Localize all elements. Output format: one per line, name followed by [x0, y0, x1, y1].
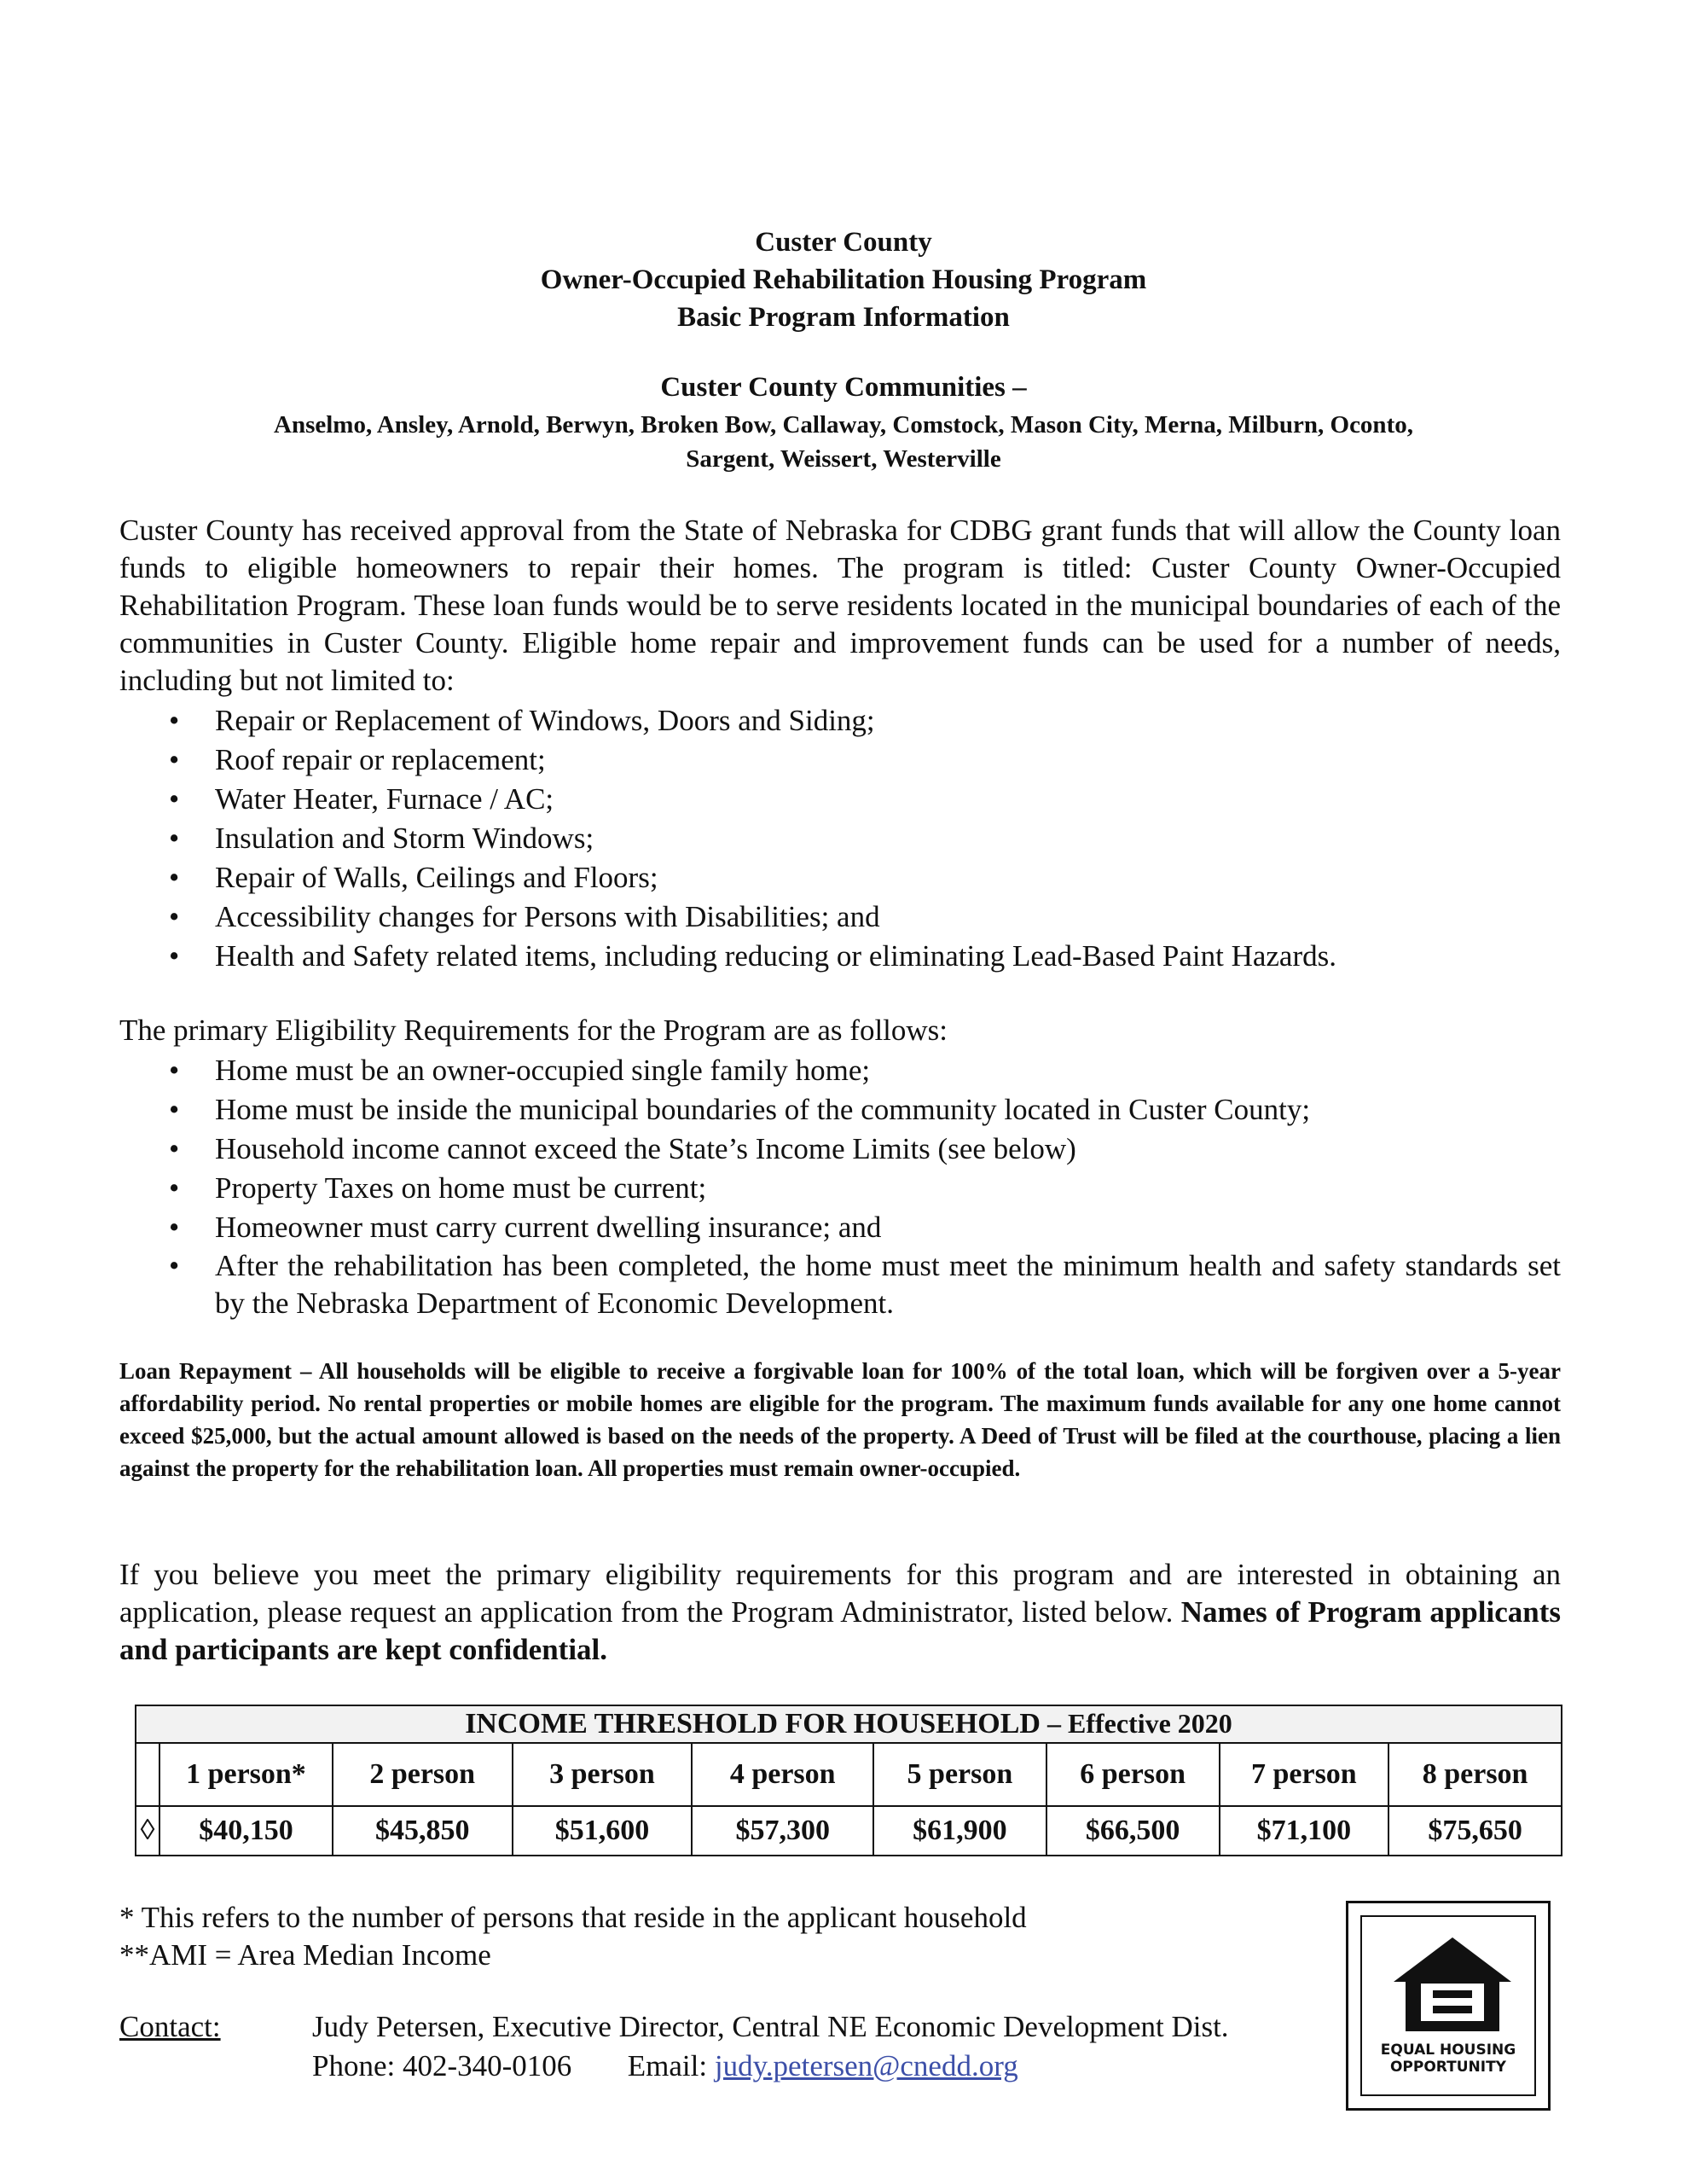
loan-repayment-paragraph: Loan Repayment – All households will be eligible to receive a forgivable loan for 100% of the total loan, which will be forgiven over a 5-year affordability period. No rental properties or mobile homes are eligible for the program. The maximum funds available for any one home cannot exceed $25,000, but the actual amount allowed is based on the needs of the property. A Deed of Trust will be filed at the courthouse, placing a lien against the property for the rehabilitation loan. All properties must remain owner-occupied.: [119, 1358, 1561, 1481]
bullet-icon: •: [169, 900, 180, 933]
list-item: • Health and Safety related items, including reducing or eliminating Lead-Based Paint Hazards.: [119, 937, 1569, 976]
logo-text: [1362, 2042, 1534, 2076]
communities-list-1: Anselmo, Ansley, Arnold, Berwyn, Broken Bow, Callaway, Comstock, Mason City, Merna, Milburn, Oconto,: [274, 411, 1413, 439]
communities-title: Custer County Communities –: [660, 372, 1027, 403]
logo-frame: [1360, 1915, 1536, 2096]
table-cell: $66,500: [1046, 1806, 1220, 1856]
contact-label: Contact:: [119, 2010, 221, 2043]
table-header-row: [136, 1743, 1562, 1806]
email-link[interactable]: judy.petersen@cnedd.org: [714, 2049, 1018, 2082]
table-cell: $71,100: [1220, 1806, 1389, 1856]
table-cell: $75,650: [1388, 1806, 1562, 1856]
equal-housing-logo: [1346, 1901, 1551, 2111]
table-marker-header: [136, 1743, 159, 1806]
list-item: • Household income cannot exceed the State’s Income Limits (see below): [119, 1130, 1561, 1169]
bullet-icon: •: [169, 782, 180, 816]
table-title-suffix: – Effective 2020: [1040, 1708, 1232, 1739]
table-title-main: INCOME THRESHOLD FOR HOUSEHOLD: [465, 1708, 1041, 1740]
intro-paragraph: Custer County has received approval from the State of Nebraska for CDBG grant funds that will allow the County loan funds to eligible homeowners to repair their homes. The program is titled: Custer County Owner-Occupied Rehabilitation Program. These loan funds would be to serve residents located in the municipal boundaries of each of the communities in Custer County. Eligible home repair and improvement funds can be used for a number of needs, including but not limited to:: [119, 514, 1561, 697]
bullet-icon: •: [169, 1054, 180, 1087]
list-item: • Homeowner must carry current dwelling insurance; and: [119, 1208, 1561, 1247]
program-title: Owner-Occupied Rehabilitation Housing Program: [540, 264, 1147, 295]
table-header-cell: 1 person*: [159, 1743, 333, 1806]
eligibility-lead: The primary Eligibility Requirements for the Program are as follows:: [119, 1014, 948, 1047]
table-cell: $57,300: [692, 1806, 873, 1856]
income-threshold-table: [135, 1705, 1562, 1856]
list-item: • Property Taxes on home must be current;: [119, 1169, 1561, 1208]
table-header-cell: 6 person: [1046, 1743, 1220, 1806]
note-ami: **AMI = Area Median Income: [119, 1938, 491, 1972]
contact-phone-email: [312, 2048, 1018, 2085]
table-cell: $40,150: [159, 1806, 333, 1856]
table-title: [136, 1705, 1562, 1743]
list-item: • Repair or Replacement of Windows, Doors and Siding;: [119, 701, 1569, 741]
confidential-note: Names of Program applicants and participants are kept confidential.: [119, 1595, 1561, 1666]
doc-title: Custer County: [755, 227, 932, 258]
bullet-icon: •: [169, 1171, 180, 1205]
communities-list-2: Sargent, Weissert, Westerville: [686, 445, 1001, 473]
table-cell: $51,600: [513, 1806, 693, 1856]
contact-name: Judy Petersen, Executive Director, Central NE Economic Development Dist.: [312, 2010, 1229, 2043]
phone-label: Phone:: [312, 2049, 396, 2082]
list-item: • Insulation and Storm Windows;: [119, 819, 1569, 858]
bullet-icon: •: [169, 743, 180, 776]
note-persons: * This refers to the number of persons that reside in the applicant household: [119, 1901, 1027, 1934]
list-item: • After the rehabilitation has been completed, the home must meet the minimum health and safety standards set by the Nebraska Department of Economic Development.: [169, 1249, 1561, 1320]
bullet-icon: •: [169, 704, 180, 737]
list-item: • Accessibility changes for Persons with Disabilities; and: [119, 897, 1569, 937]
table-header-cell: 3 person: [513, 1743, 693, 1806]
table-cell: $45,850: [333, 1806, 513, 1856]
table-cell: $61,900: [873, 1806, 1046, 1856]
bullet-icon: •: [169, 1093, 180, 1126]
logo-text-line2: OPPORTUNITY: [1389, 2059, 1506, 2076]
email-label: Email:: [627, 2049, 708, 2082]
house-equal-icon: [1388, 1932, 1516, 2035]
bullet-icon: •: [169, 861, 180, 894]
table-title-row: [136, 1705, 1562, 1743]
list-item: • Repair of Walls, Ceilings and Floors;: [119, 858, 1569, 897]
bullet-icon: •: [169, 939, 180, 973]
bullet-icon: •: [169, 822, 180, 855]
bullet-icon: •: [169, 1249, 180, 1282]
table-header-cell: 7 person: [1220, 1743, 1389, 1806]
table-header-cell: 4 person: [692, 1743, 873, 1806]
bullet-icon: •: [169, 1132, 180, 1165]
application-paragraph: [119, 1556, 1561, 1669]
table-header-cell: 8 person: [1388, 1743, 1562, 1806]
list-item: • Water Heater, Furnace / AC;: [119, 780, 1569, 819]
phone-number: 402-340-0106: [402, 2049, 572, 2082]
bullet-icon: •: [169, 1211, 180, 1244]
repair-needs-list: [119, 701, 1569, 976]
list-item: • Roof repair or replacement;: [119, 741, 1569, 780]
table-header-cell: 2 person: [333, 1743, 513, 1806]
program-subtitle: Basic Program Information: [677, 302, 1010, 333]
application-text: If you believe you meet the primary eligibility requirements for this program and are interested in obtaining an application, please request an application from the Program Administrator, listed below.: [119, 1558, 1561, 1629]
table-marker-cell: ◊: [136, 1806, 159, 1856]
logo-text-line1: EQUAL HOUSING: [1380, 2042, 1516, 2059]
table-row: [136, 1806, 1562, 1856]
list-item: • Home must be inside the municipal boundaries of the community located in Custer County;: [119, 1090, 1561, 1130]
table-header-cell: 5 person: [873, 1743, 1046, 1806]
list-item: • Home must be an owner-occupied single family home;: [119, 1051, 1561, 1090]
eligibility-list: [119, 1051, 1561, 1322]
